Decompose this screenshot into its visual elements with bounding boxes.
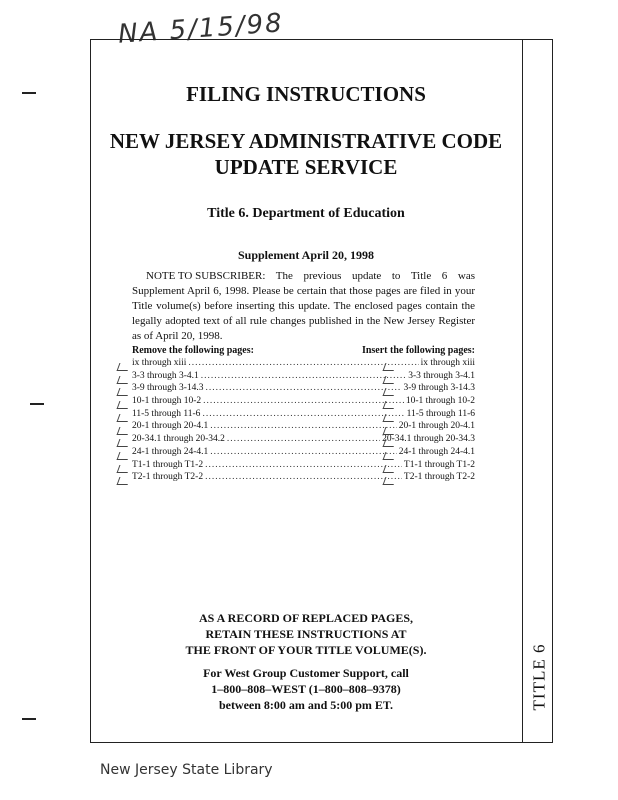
support-line1: For West Group Customer Support, call — [203, 666, 409, 680]
insert-pages: 10-1 through 10-2 — [405, 396, 475, 407]
remove-pages: T2-1 through T2-2 — [132, 472, 204, 483]
table-row — [132, 396, 475, 409]
remove-header: Remove the following pages: — [132, 345, 254, 356]
title-heading: Title 6. Department of Education — [207, 206, 405, 221]
dot-leader — [201, 371, 406, 381]
record-line3: THE FRONT OF YOUR TITLE VOLUME(S). — [185, 643, 427, 657]
support-line3: between 8:00 am and 5:00 pm ET. — [218, 698, 394, 712]
dot-leader — [210, 447, 396, 457]
supplement-date: Supplement April 20, 1998 — [237, 248, 375, 262]
margin-mark — [22, 92, 36, 94]
remove-pages: 20-1 through 20-4.1 — [132, 421, 209, 432]
service-title-line2: UPDATE SERVICE — [214, 155, 398, 179]
table-row — [132, 358, 475, 371]
margin-mark — [30, 403, 44, 405]
note-body: The previous update to Title 6 was Supplement April 6, 1998. Please be certain that those pages are filed in your Title volume(s) before inserting this update. The enclosed pages contain the legally adopted text of all rule changes published in the New Jersey Register as of April 20, 1998. — [132, 270, 475, 342]
title-tab-label: TITLE 6 — [529, 643, 549, 711]
dot-leader — [205, 472, 402, 482]
table-row — [132, 460, 475, 473]
table-row — [132, 421, 475, 434]
customer-support — [90, 665, 522, 713]
record-line1: AS A RECORD OF REPLACED PAGES, — [198, 611, 414, 625]
table-row — [132, 371, 475, 384]
handwritten-note: NA 5/15/98 — [117, 8, 285, 50]
dot-leader — [202, 409, 404, 419]
table-row — [132, 434, 475, 447]
insert-pages: ix through xiii — [420, 358, 475, 368]
remove-pages: T1-1 through T1-2 — [132, 459, 204, 470]
insert-pages: 3-3 through 3-4.1 — [408, 370, 475, 381]
dot-leader — [210, 421, 396, 431]
subscriber-note — [132, 269, 475, 344]
page-replacement-table — [132, 345, 475, 485]
page-heading: FILING INSTRUCTIONS — [186, 82, 426, 106]
table-row — [132, 409, 475, 422]
library-stamp: New Jersey State Library — [100, 762, 273, 778]
remove-pages: 24-1 through 24-4.1 — [132, 446, 209, 457]
remove-pages: 20-34.1 through 20-34.2 — [132, 434, 225, 445]
table-row — [132, 472, 475, 485]
table-row — [132, 447, 475, 460]
tab-divider — [522, 39, 523, 743]
dot-leader — [206, 383, 402, 393]
insert-pages: 3-9 through 3-14.3 — [403, 383, 475, 394]
remove-pages: 10-1 through 10-2 — [132, 396, 202, 407]
service-title — [90, 128, 522, 180]
title-tab — [520, 640, 558, 714]
insert-pages: T1-1 through T1-2 — [403, 459, 475, 470]
insert-pages: T2-1 through T2-2 — [403, 472, 475, 483]
remove-pages: ix through xiii — [132, 358, 187, 368]
insert-pages: 20-1 through 20-4.1 — [398, 421, 475, 432]
insert-pages: 20-34.1 through 20-34.3 — [382, 434, 475, 445]
dot-leader — [203, 396, 404, 406]
note-lead: NOTE TO SUBSCRIBER: — [146, 270, 266, 282]
table-header — [132, 345, 475, 356]
service-title-line1: NEW JERSEY ADMINISTRATIVE CODE — [109, 129, 503, 153]
table-rows — [132, 358, 475, 485]
record-line2: RETAIN THESE INSTRUCTIONS AT — [205, 627, 407, 641]
insert-pages: 24-1 through 24-4.1 — [398, 446, 475, 457]
margin-mark — [22, 718, 36, 720]
table-row — [132, 383, 475, 396]
dot-leader — [205, 460, 402, 470]
dot-leader — [227, 434, 380, 444]
record-notice — [90, 610, 522, 658]
insert-header: Insert the following pages: — [361, 345, 475, 356]
insert-pages: 11-5 through 11-6 — [406, 408, 475, 419]
remove-pages: 11-5 through 11-6 — [132, 408, 201, 419]
remove-pages: 3-3 through 3-4.1 — [132, 370, 199, 381]
support-line2: 1–800–808–WEST (1–800–808–9378) — [211, 682, 401, 696]
remove-pages: 3-9 through 3-14.3 — [132, 383, 204, 394]
